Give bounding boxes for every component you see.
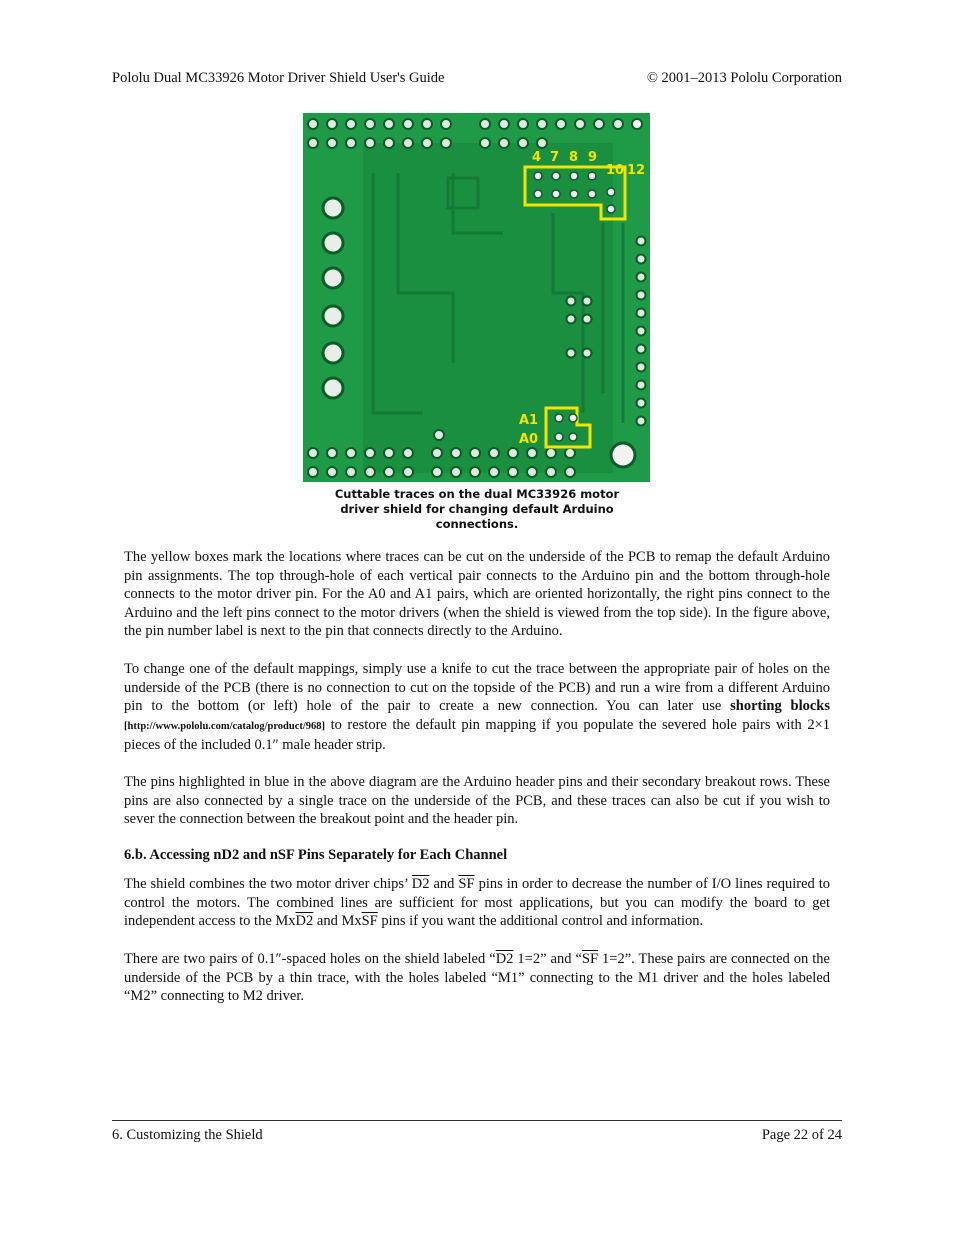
footer-section: 6. Customizing the Shield (112, 1127, 263, 1143)
p4-text-a: The shield combines the two motor driver chips’ (124, 876, 408, 892)
section-heading: 6.b. Accessing nD2 and nSF Pins Separately for Each Channel (124, 847, 508, 863)
p5-text-b: 1=2” and “ (517, 951, 582, 967)
mxd2-overline: D2 (295, 913, 314, 929)
sf-overline: $\overline{SF}$ (458, 876, 475, 892)
paragraph-yellow-boxes: The yellow boxes mark the locations where traces can be cut on the underside of the PCB to remap the default Arduino pin assignments. The top through-hole of each vertical pair connects to the Arduino pin and the bottom through-hole connects to the motor driver pin. For the A0 and A1 pairs, which are oriented horizontally, the right pins connect to the Arduino and the left pins connect to the motor drivers (when the shield is viewed from the top side). In the figure above, the pin number label is next to the pin that connects directly to the Arduino. (124, 549, 830, 639)
label-pin-12: 12 (627, 163, 646, 178)
label-pin-9: 9 (588, 150, 598, 165)
shorting-blocks-url[interactable]: [http://www.pololu.com/catalog/product/968] (124, 720, 326, 732)
p4-text-b: pins in order to decrease the number of I/O lines required to control the motors. The combined lines are sufficient for most applications, but you can modify the board to get independent access to the Mx (124, 876, 831, 929)
footer-page-number: Page 22 of 24 (761, 1127, 842, 1143)
header-title: Pololu Dual MC33926 Motor Driver Shield User's Guide (112, 70, 445, 86)
p5-sf-overline: $\overline{SF}$ (581, 951, 599, 967)
header-copyright: © 2001–2013 Pololu Corporation (646, 70, 842, 86)
label-pin-4: 4 (532, 150, 542, 165)
mounting-hole (611, 443, 635, 467)
p2-text-b: to restore the default pin mapping if you populate the severed hole pairs with 2×1 pieces of the included 0.1″ male header strip. (124, 716, 831, 753)
paragraph-blue-pins: The pins highlighted in blue in the above diagram are the Arduino header pins and their secondary breakout rows. These pins are also connected by a single trace on the underside of the PCB, and these traces can also be cut if you wish to sever the connection between the breakout point and the header pin. (124, 774, 830, 827)
mxsf-overline: $\overline{SF}$ (361, 913, 378, 929)
p2-text-a: To change one of the default mappings, simply use a knife to cut the trace between the appropriate pair of holes on the underside of the PCB (there is no connection to cut on the topside of the PCB) and run a wire from a different Arduino pin to the bottom (or left) hole of the pair to create a new connection. You can later use (124, 661, 830, 714)
label-pin-7: 7 (550, 150, 560, 165)
figure-caption: Cuttable traces on the dual MC33926 motor driver shield for changing default Arduino connections. (334, 487, 620, 531)
label-a1: A1 (519, 413, 539, 428)
p5-text-a: There are two pairs of 0.1″-spaced holes on the shield labeled “ (124, 951, 496, 967)
d2-overline: D2 (411, 876, 430, 892)
paragraph-change-mappings (124, 660, 830, 755)
p4-and: and (433, 876, 455, 892)
paragraph-combined-pins (124, 875, 830, 931)
p5-d2-overline: D2 (495, 951, 514, 967)
label-pin-8: 8 (569, 150, 579, 165)
label-pin-10: 10 (606, 163, 625, 178)
footer-rule (112, 1120, 842, 1121)
p5-text-c: 1=2”. These pairs are connected on the underside of the PCB by a thin trace, with the holes labeled “M1” connecting to the M1 driver and the holes labeled “M2” connecting to M2 driver. (124, 951, 830, 1004)
paragraph-hole-pairs (124, 950, 830, 1006)
pcb-figure (303, 113, 650, 482)
shorting-blocks-link[interactable]: shorting blocks (730, 698, 830, 714)
p4-text-d: pins if you want the additional control and information. (381, 913, 704, 929)
p4-text-c: and Mx (316, 913, 362, 929)
label-a0: A0 (519, 432, 539, 447)
